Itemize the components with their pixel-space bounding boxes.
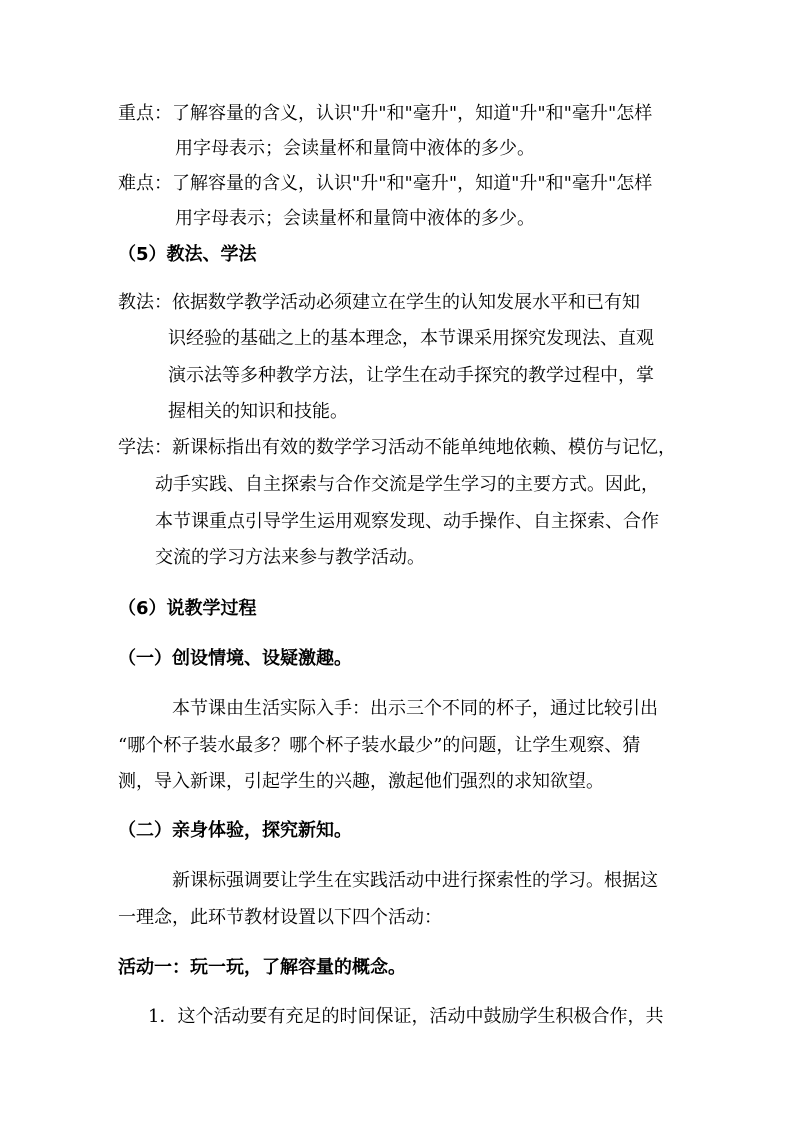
activity-1-heading: 活动一：玩一玩，了解容量的概念。 xyxy=(118,957,406,978)
learning-method-line-3: 本节课重点引导学生运用观察发现、动手操作、自主探索、合作 xyxy=(155,511,659,532)
teaching-method-line-4: 握相关的知识和技能。 xyxy=(168,401,348,422)
difficult-points-line-2: 用字母表示；会读量杯和量筒中液体的多少。 xyxy=(175,208,535,229)
learning-method-line-2: 动手实践、自主探索与合作交流是学生学习的主要方式。因此， xyxy=(155,474,659,495)
section-6-heading: （6）说教学过程 xyxy=(118,598,257,619)
key-points-line-1: 重点：了解容量的含义，认识"升"和"毫升"，知道"升"和"毫升"怎样 xyxy=(118,103,653,124)
key-points-line-2: 用字母表示；会读量杯和量筒中液体的多少。 xyxy=(175,138,535,159)
difficult-points-line-1: 难点：了解容量的含义，认识"升"和"毫升"，知道"升"和"毫升"怎样 xyxy=(118,173,653,194)
part-1-heading: （一）创设情境、设疑激趣。 xyxy=(118,648,352,669)
learning-method-line-1: 学法：新课标指出有效的数学学习活动不能单纯地依赖、模仿与记忆， xyxy=(118,437,676,458)
learning-method-line-4: 交流的学习方法来参与教学活动。 xyxy=(155,547,425,568)
part-1-body-line-1: 本节课由生活实际入手：出示三个不同的杯子，通过比较引出 xyxy=(172,698,658,719)
teaching-method-line-3: 演示法等多种教学方法，让学生在动手探究的教学过程中，掌 xyxy=(168,365,654,386)
part-1-body-line-2: “哪个杯子装水最多？哪个杯子装水最少”的问题，让学生观察、猜 xyxy=(118,735,641,756)
part-2-heading: （二）亲身体验，探究新知。 xyxy=(118,820,352,841)
teaching-method-line-2: 识经验的基础之上的基本理念，本节课采用探究发现法、直观 xyxy=(168,328,654,349)
activity-1-item-1: 1．这个活动要有充足的时间保证，活动中鼓励学生积极合作，共 xyxy=(148,1006,664,1027)
part-1-body-line-3: 测，导入新课，引起学生的兴趣，激起他们强烈的求知欲望。 xyxy=(118,771,604,792)
part-2-body-line-2: 一理念，此环节教材设置以下四个活动： xyxy=(118,907,442,928)
teaching-method-line-1: 教法：依据数学教学活动必须建立在学生的认知发展水平和已有知 xyxy=(118,292,640,313)
section-5-heading: （5）教法、学法 xyxy=(118,244,257,265)
part-2-body-line-1: 新课标强调要让学生在实践活动中进行探索性的学习。根据这 xyxy=(172,870,658,891)
